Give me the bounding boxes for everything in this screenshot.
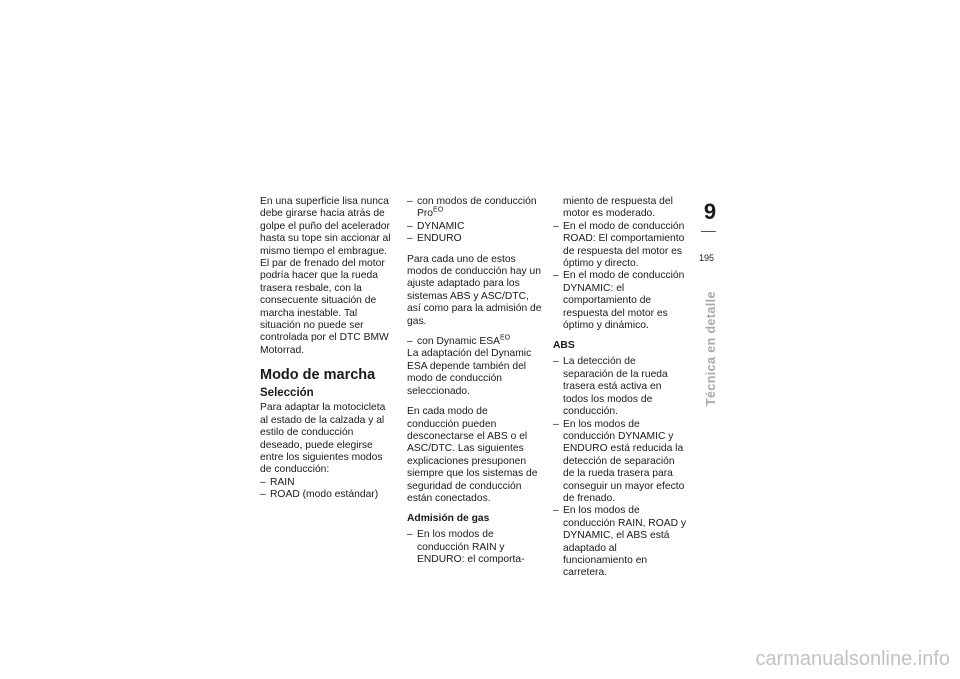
section-title: Modo de marcha xyxy=(260,367,376,384)
selection-paragraph: Para adaptar la motocicleta al estado de la calzada y al estilo de conducción deseado, puede elegirse entre los siguientes modos de conducción: xyxy=(260,402,386,476)
esa-label: con Dynamic ESA xyxy=(417,336,500,348)
list-item: – La detección de separación de la rueda trasera está activa en todos los modos de conducción. xyxy=(553,356,688,418)
list-item: – En el modo de conducción ROAD: El comportamiento de respuesta del motor es óptimo y directo. xyxy=(553,221,688,271)
list-item: – En los modos de conducción DYNAMIC y ENDURO está reducida la detección de separación de la rueda trasera para conseguir un mayor efecto de frenado. xyxy=(553,419,688,506)
abs-list xyxy=(553,356,688,579)
chapter-divider xyxy=(701,231,716,232)
chapter-sidebar xyxy=(699,276,719,406)
mode-list xyxy=(260,477,395,502)
column-1 xyxy=(260,196,395,510)
list-item: – DYNAMIC xyxy=(407,221,542,233)
pro-label: con modos de conducción Pro xyxy=(417,196,537,220)
list-item-pro xyxy=(407,196,542,221)
page-number: 195 xyxy=(699,253,715,263)
chapter-title: Técnica en detalle xyxy=(704,291,718,406)
mode-list-continued xyxy=(407,196,542,246)
esa-paragraph: La adaptación del Dynamic ESA depende también del modo de conducción seleccionado. xyxy=(407,348,532,397)
intro-paragraph: En una superficie lisa nunca debe girarse hacia atrás de golpe el puño del acelerador hasta su tope sin accionar al mismo tiempo el embrague. El par de frenado del motor podría hacer que la rueda trasera resbale, con la consecuente situación de marcha inestable. Tal situación no puede ser controlada por el DTC BMW Motorrad. xyxy=(260,196,391,356)
list-item: – En los modos de conducción RAIN y ENDURO: el comporta- xyxy=(407,529,542,566)
watermark: carmanualsonline.info xyxy=(755,648,950,670)
gas-item-continuation: miento de respuesta del motor es moderado. xyxy=(563,196,673,220)
gas-heading: Admisión de gas xyxy=(407,513,490,525)
esa-list xyxy=(407,336,542,348)
abs-heading: ABS xyxy=(553,340,575,352)
column-2 xyxy=(407,196,542,575)
column-3 xyxy=(553,196,688,588)
gas-list-continued xyxy=(553,221,688,333)
safety-paragraph: En cada modo de conducción pueden desconectarse el ABS o el ASC/DTC. Las siguientes explicaciones presuponen siempre que los sistemas de seguridad de conducción están conectados. xyxy=(407,406,538,504)
subsection-title: Selección xyxy=(260,387,314,400)
adjustment-paragraph: Para cada uno de estos modos de conducción hay un ajuste adaptado para los sistemas ABS y ASC/DTC, así como para la admisión de gas. xyxy=(407,253,542,327)
list-item: – En el modo de conducción DYNAMIC: el comportamiento de respuesta del motor es óptimo y dinámico. xyxy=(553,270,688,332)
list-item: – RAIN xyxy=(260,477,395,489)
list-item: – En los modos de conducción RAIN, ROAD y DYNAMIC, el ABS está adaptado al funcionamiento en carretera. xyxy=(553,505,688,579)
gas-list xyxy=(407,529,542,566)
chapter-number: 9 xyxy=(703,199,717,224)
list-item-esa xyxy=(407,336,542,348)
list-item: – ROAD (modo estándar) xyxy=(260,489,395,501)
list-item: – ENDURO xyxy=(407,233,542,245)
optional-equipment-mark: EO xyxy=(499,334,511,342)
optional-equipment-mark: EO xyxy=(433,206,444,214)
